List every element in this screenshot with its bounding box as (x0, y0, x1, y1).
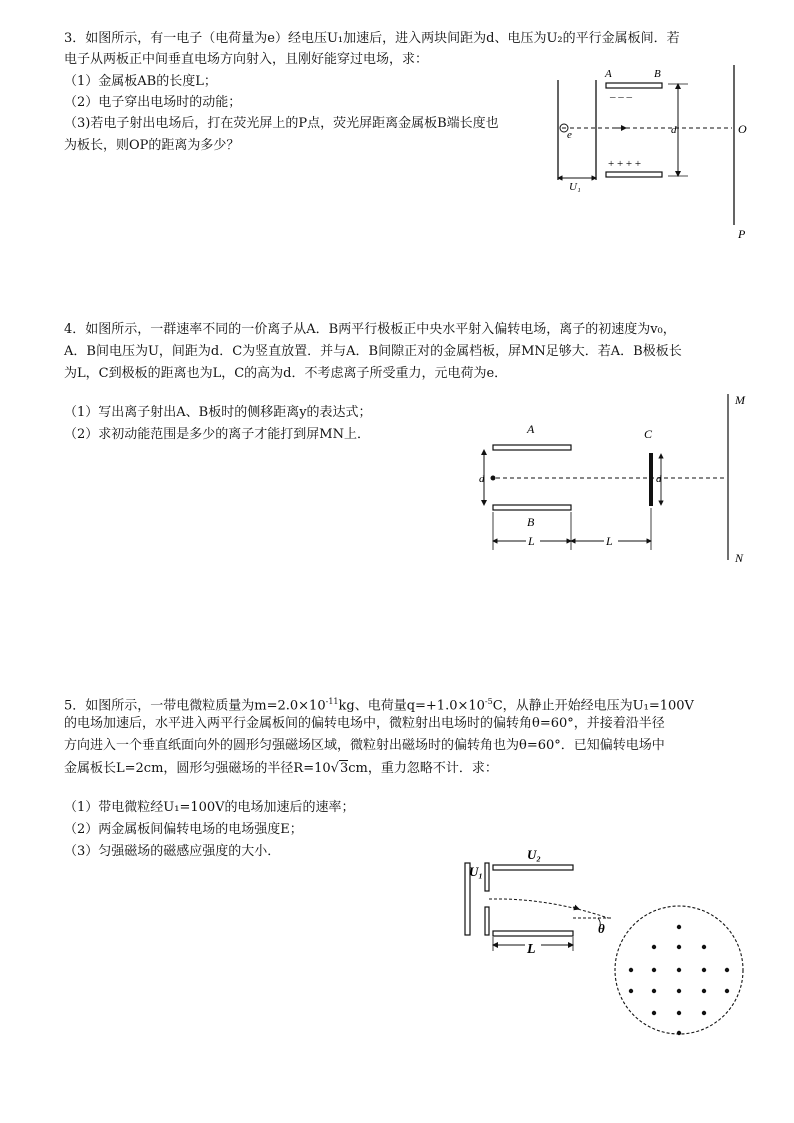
q4-part-1: （1）写出离子射出A、B板时的侧移距离y的表达式； (64, 405, 372, 420)
q4-line-3: 为L，C到极板的距离也为L，C的高为d．不考虑离子所受重力，元电荷为e． (64, 366, 508, 381)
q3-label-d: d (671, 124, 677, 136)
q5-part-2: （2）两金属板间偏转电场的电场强度E； (64, 822, 303, 837)
q5-figure (455, 845, 755, 1050)
q3-plate-top (606, 83, 662, 88)
q3-minus-signs: – – – (610, 91, 632, 103)
q4-label-n: N (735, 551, 744, 565)
q5-plate-top (493, 865, 573, 870)
q5-line-1: 5．如图所示，一带电微粒质量为$m=2.0\times 10^{-11}kg$、电荷量$q=+1.0\times 10^{-5}C$，从静止开始经电压为U₁=100V (64, 697, 694, 714)
q4-label-b: B (527, 515, 535, 529)
q5-plate-bottom (493, 931, 573, 936)
q4-label-m: M (735, 393, 745, 407)
q3-label-a: A (605, 68, 612, 80)
q5-label-u1: U₁ (469, 864, 483, 879)
q5-label-l: L (527, 942, 536, 957)
q5-electrode-right-top (485, 863, 489, 891)
q3-label-b: B (654, 68, 661, 80)
q4-label-l-1: L (528, 534, 535, 548)
q5-label-theta: θ (598, 921, 605, 936)
q3-label-p: P (738, 227, 746, 241)
q3-line-2: 电子从两板正中间垂直电场方向射入，且刚好能穿过电场，求： (64, 52, 429, 67)
q3-label-e: e (567, 129, 572, 141)
q4-source-dot (491, 476, 496, 481)
q4-label-a: A (527, 422, 535, 436)
q4-line-2: A．B间电压为U，间距为d．C为竖直放置．并与A．B间隙正对的金属档板，屏MN足够大．若A．B极板长 (64, 344, 682, 359)
q3-line-1: 3．如图所示，有一电子（电荷量为e）经电压U₁加速后，进入两块间距为d、电压为U₂的平行金属板间．若 (64, 31, 680, 46)
q4-plate-b (493, 505, 571, 510)
q3-part-3-cont: 为板长，则OP的距离为多少？ (64, 138, 240, 153)
q5-line-3: 方向进入一个垂直纸面向外的圆形匀强磁场区域，微粒射出磁场时的偏转角也为θ=60°．已知偏转电场中 (64, 738, 665, 753)
q4-part-2: （2）求初动能范围是多少的离子才能打到屏MN上． (64, 427, 370, 442)
q5-field-dots (629, 925, 729, 1035)
q5-part-1: （1）带电微粒经U₁=100V的电场加速后的速率； (64, 800, 355, 815)
q4-label-d-left: d (479, 473, 485, 485)
q5-electrode-right-bottom (485, 907, 489, 935)
q5-trajectory (489, 899, 608, 918)
q3-label-u1: U₁ (569, 181, 581, 193)
q3-part-3: （3)若电子射出电场后，打在荧光屏上的P点，荧光屏距离金属板B端长度也 (64, 116, 499, 131)
q5-part-3: （3）匀强磁场的磁感应强度的大小． (64, 844, 281, 859)
q4-label-l-2: L (606, 534, 613, 548)
q3-part-1: （1）金属板AB的长度L； (64, 74, 217, 89)
q3-plus-signs: + + + + (608, 158, 642, 170)
q4-label-d-c: d (656, 473, 662, 485)
q3-figure (550, 60, 760, 245)
q3-plate-bottom (606, 172, 662, 177)
q4-figure (470, 388, 760, 568)
q3-part-2: （2）电子穿出电场时的动能； (64, 95, 242, 110)
q5-label-u2: U₂ (527, 847, 541, 862)
q4-plate-a (493, 445, 571, 450)
q3-label-o: O (738, 122, 747, 136)
q4-label-c: C (644, 427, 653, 441)
q4-line-1: 4．如图所示，一群速率不同的一价离子从A．B两平行极板正中央水平射入偏转电场，离子的初速度为v₀， (64, 322, 676, 337)
q5-line-2: 的电场加速后，水平进入两平行金属板间的偏转电场中，微粒射出电场时的偏转角θ=60°，并接着沿半径 (64, 716, 665, 731)
q5-line-4: 金属板长L=2cm，圆形匀强磁场的半径R=10√3cm，重力忽略不计．求： (64, 761, 498, 776)
